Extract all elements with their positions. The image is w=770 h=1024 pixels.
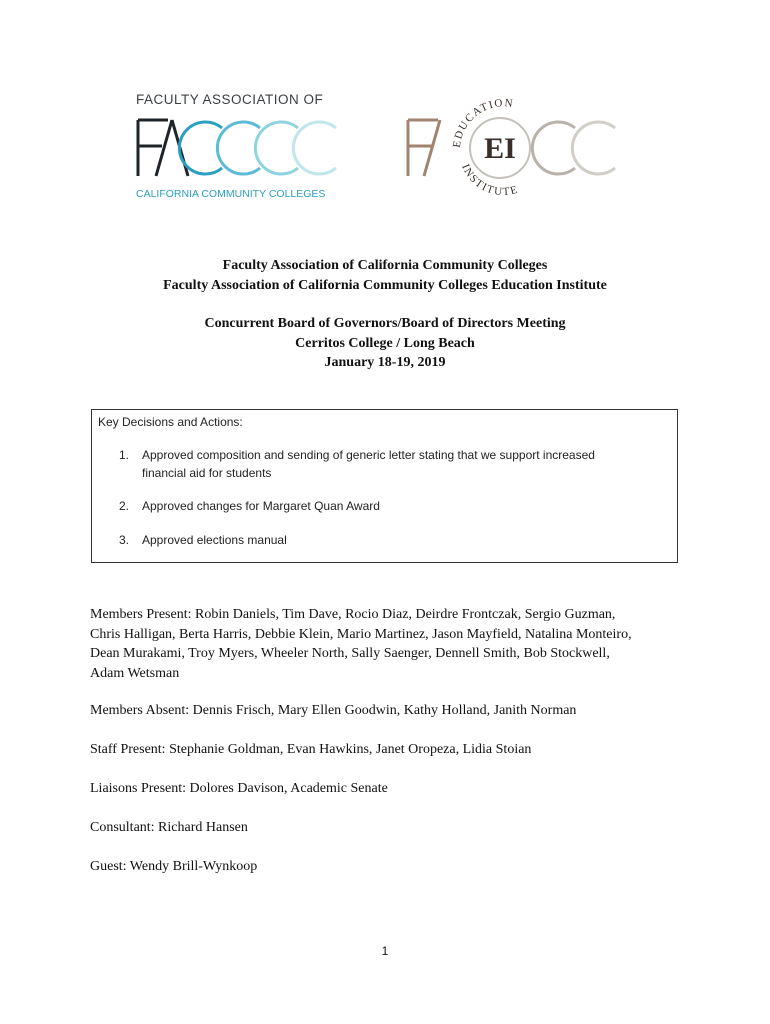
staff-present: Staff Present: Stephanie Goldman, Evan Hawkins, Janet Oropeza, Lidia Stoian <box>90 742 532 757</box>
meeting-heading <box>0 314 770 373</box>
key-decisions-box <box>91 409 678 563</box>
members-present-line: Members Present: Robin Daniels, Tim Dave, Rocio Diaz, Deirdre Frontczak, Sergio Guzman, <box>90 607 616 622</box>
logo-area <box>0 0 770 230</box>
consultant: Consultant: Richard Hansen <box>90 820 248 835</box>
faccc-logo <box>130 86 350 206</box>
faccc-logo-bottom-text: CALIFORNIA COMMUNITY COLLEGES <box>136 188 326 200</box>
liaisons-present: Liaisons Present: Dolores Davison, Academic Senate <box>90 781 388 796</box>
decision-number: 3. <box>119 533 130 547</box>
members-present-line: Adam Wetsman <box>90 665 180 681</box>
ei-logo <box>400 86 630 206</box>
ei-c-letters <box>532 122 615 174</box>
decision-text-line: Approved composition and sending of generic letter stating that we support increased <box>142 448 595 462</box>
decision-number: 1. <box>119 448 130 462</box>
page-number: 1 <box>381 944 389 958</box>
members-present <box>90 605 690 683</box>
decision-text-line: financial aid for students <box>142 465 272 480</box>
decision-text-line: Approved changes for Margaret Quan Award <box>142 499 380 513</box>
ei-arc-top: EDUCATION <box>450 97 515 149</box>
ei-fa-letters <box>408 120 440 176</box>
decision-number: 2. <box>119 499 130 513</box>
meeting-location: Cerritos College / Long Beach <box>295 335 475 351</box>
meeting-title: Concurrent Board of Governors/Board of Directors Meeting <box>204 316 566 331</box>
org-line-2: Faculty Association of California Community Colleges Education Institute <box>163 277 607 293</box>
ei-badge-text: EI <box>484 132 516 165</box>
decision-item <box>119 532 642 550</box>
members-present-line: Dean Murakami, Troy Myers, Wheeler North, Sally Saenger, Dennell Smith, Bob Stockwell, <box>90 646 610 661</box>
org-heading <box>0 256 770 295</box>
members-present-line: Chris Halligan, Berta Harris, Debbie Klein, Mario Martinez, Jason Mayfield, Natalina Monteiro, <box>90 626 632 642</box>
guest: Guest: Wendy Brill-Wynkoop <box>90 859 258 874</box>
members-absent: Members Absent: Dennis Frisch, Mary Ellen Goodwin, Kathy Holland, Janith Norman <box>90 703 577 718</box>
decision-text-line: Approved elections manual <box>142 533 287 547</box>
ei-arc-bottom: INSTITUTE <box>459 162 521 199</box>
decision-item <box>119 447 642 482</box>
faccc-c-letters <box>179 122 336 174</box>
decision-item <box>119 498 642 516</box>
key-decisions-title: Key Decisions and Actions: <box>98 415 243 429</box>
faccc-logo-top-text: FACULTY ASSOCIATION OF <box>136 92 324 107</box>
org-line-1: Faculty Association of California Community Colleges <box>222 258 548 273</box>
meeting-date: January 18-19, 2019 <box>324 355 446 370</box>
